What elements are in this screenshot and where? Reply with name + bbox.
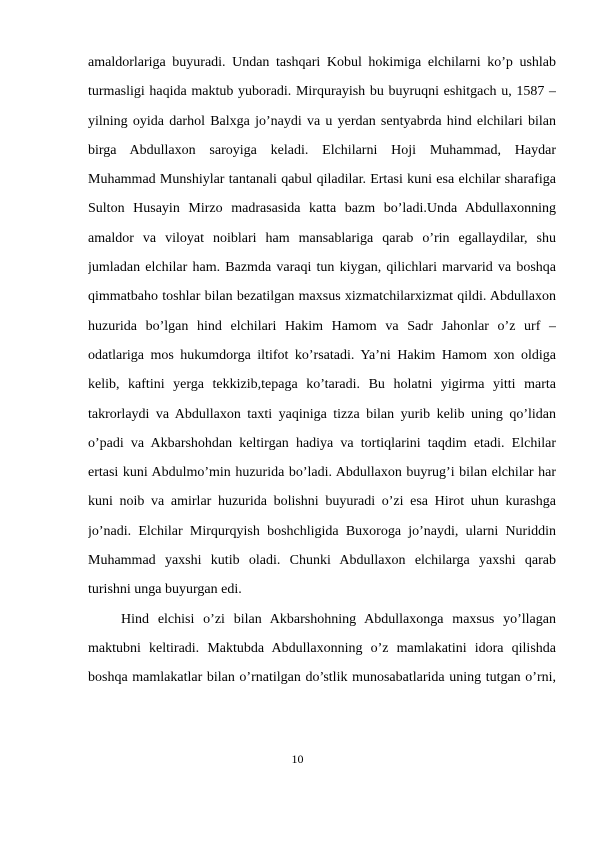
text-line: Muhammad Munshiylar tantanali qabul qiladilar. Ertasi kuni esa elchilar sharafiga bbox=[88, 172, 556, 188]
text-line: huzurida bo’lgan hind elchilari Hakim Hamom va Sadr Jahonlar o’z urf – bbox=[88, 318, 556, 334]
text-line: odatlariga mos hukumdorga iltifot ko’rsatadi. Ya’ni Hakim Hamom xon oldiga bbox=[88, 347, 556, 363]
text-line: takrorlaydi va Abdullaxon taxti yaqiniga tizza bilan yurib kelib uning qo’lidan bbox=[88, 406, 556, 422]
text-line: ertasi kuni Abdulmo’min huzurida bo’ladi. Abdullaxon buyrug’i bilan elchilar har bbox=[88, 465, 556, 481]
text-line: Muhammad yaxshi kutib oladi. Chunki Abdullaxon elchilarga yaxshi qarab bbox=[88, 553, 556, 569]
text-line: kuni noib va amirlar huzurida bolishni buyuradi o’zi esa Hirot uhun kurashga bbox=[88, 494, 556, 510]
text-line: Sulton Husayin Mirzo madrasasida katta bazm bo’ladi.Unda Abdullaxonning bbox=[88, 201, 556, 217]
text-line: amaldorlariga buyuradi. Undan tashqari Kobul hokimiga elchilarni ko’p ushlab bbox=[88, 55, 556, 70]
text-line: amaldor va viloyat noiblari ham mansablariga qarab o’rin egallaydilar, shu bbox=[88, 230, 556, 246]
paragraph-last-line: turishni unga buyurgan edi. bbox=[88, 582, 242, 598]
paragraph-first-line: Hind elchisi o’zi bilan Akbarshohning Abdullaxonga maxsus yo’llagan bbox=[121, 611, 556, 627]
text-line: birga Abdullaxon saroyiga keladi. Elchilarni Hoji Muhammad, Haydar bbox=[88, 142, 556, 158]
body-text bbox=[88, 48, 556, 693]
text-line: jo’nadi. Elchilar Mirqurqyish boshchligida Buxoroga jo’naydi, ularni Nuriddin bbox=[88, 523, 556, 539]
text-line: qimmatbaho toshlar bilan bezatilgan maxsus xizmatchilarxizmat qildi. Abdullaxon bbox=[88, 289, 556, 305]
page-number: 10 bbox=[291, 752, 304, 766]
text-line: kelib, kaftini yerga tekkizib,tepaga ko’taradi. Bu holatni yigirma yitti marta bbox=[88, 377, 556, 393]
text-line: jumladan elchilar ham. Bazmda varaqi tun kiygan, qilichlari marvarid va boshqa bbox=[88, 260, 556, 276]
text-line: o’padi va Akbarshohdan keltirgan hadiya va tortiqlarini taqdim etadi. Elchilar bbox=[88, 435, 556, 451]
text-line: turmasligi haqida maktub yuboradi. Mirqurayish bu buyruqni eshitgach u, 1587 – bbox=[88, 84, 556, 100]
text-line: maktubni keltiradi. Maktubda Abdullaxonning o’z mamlakatini idora qilishda bbox=[88, 640, 556, 656]
text-line: yilning oyida darhol Balxga jo’naydi va u yerdan sentyabrda hind elchilari bilan bbox=[88, 113, 556, 129]
text-line: boshqa mamlakatlar bilan o’rnatilgan do’stlik munosabatlarida uning tutgan o’rni, bbox=[88, 670, 556, 686]
